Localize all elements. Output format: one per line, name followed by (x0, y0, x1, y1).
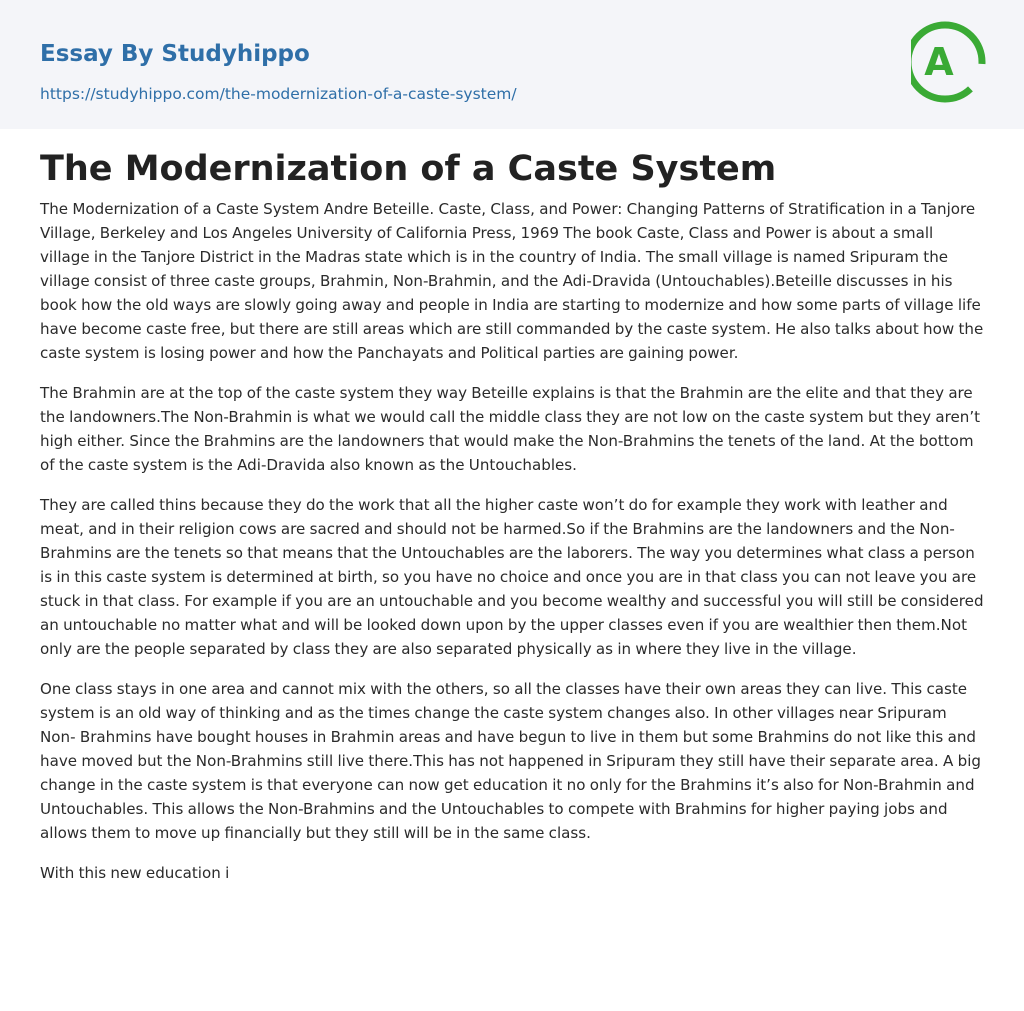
article-paragraph: One class stays in one area and cannot mix with the others, so all the classes have their own areas they can live. This caste system is an old way of thinking and as the times change the caste system changes also. In other villages near Sripuram Non- Brahmins have bought houses in Brahmin areas and have begun to live in them but some Brahmins do not like this and have moved but the Non-Brahmins still live there.This has not happened in Sripuram they still have their separate area. A big change in the caste system is that everyone can now get education it no only for the Brahmins it’s also for Non-Brahmin and Untouchables. This allows the Non-Brahmins and the Untouchables to compete with Brahmins for higher paying jobs and allows them to move up financially but they still will be in the same class. (40, 680, 981, 842)
article-paragraph: The Brahmin are at the top of the caste system they way Beteille explains is that the Brahmin are the elite and that they are the landowners.The Non-Brahmin is what we would call the middle class they are not low on the caste system but they aren’t high either. Since the Brahmins are the landowners that would make the Non-Brahmins the tenets of the land. At the bottom of the caste system is the Adi-Dravida also known as the Untouchables. (40, 384, 981, 474)
brand-title[interactable]: Essay By Studyhippo (40, 41, 310, 67)
article-paragraph: The Modernization of a Caste System Andre Beteille. Caste, Class, and Power: Changing Patterns of Stratification in a Tanjore Village, Berkeley and Los Angeles University of California Press, 1969 The book Caste, Class and Power is about a small village in the Tanjore District in the Madras state which is in the country of India. The small village is named Sripuram the village consist of three caste groups, Brahmin, Non-Brahmin, and the Adi-Dravida (Untouchables).Beteille discusses in his book how the old ways are slowly going away and people in India are starting to modernize and how some parts of village life have become caste free, but there are still areas which are still commanded by the caste system. He also talks about how the caste system is losing power and how the Panchayats and Political parties are gaining power. (40, 200, 984, 362)
page-title: The Modernization of a Caste System (40, 149, 777, 189)
source-url-link[interactable]: https://studyhippo.com/the-modernization-of-a-caste-system/ (40, 85, 517, 103)
article-paragraph-truncated: With this new education i (40, 864, 230, 882)
article (0, 147, 1024, 885)
logo-letter: A (924, 40, 954, 84)
studyhippo-logo-icon[interactable] (911, 18, 987, 106)
site-header (0, 0, 1024, 129)
article-paragraph: They are called thins because they do the work that all the higher caste won’t do for example they work with leather and meat, and in their religion cows are sacred and should not be harmed.So if the Brahmins are the landowners and the Non-Brahmins are the tenets so that means that the Untouchables are the laborers. The way you determines what class a person is in this caste system is determined at birth, so you have no choice and once you are in that class you can not leave you are stuck in that class. For example if you are an untouchable and you become wealthy and successful you will still be considered an untouchable no matter what and will be looked down upon by the upper classes even if you are wealthier then them.Not only are the people separated by class they are also separated physically as in where they live in the village. (40, 496, 984, 658)
